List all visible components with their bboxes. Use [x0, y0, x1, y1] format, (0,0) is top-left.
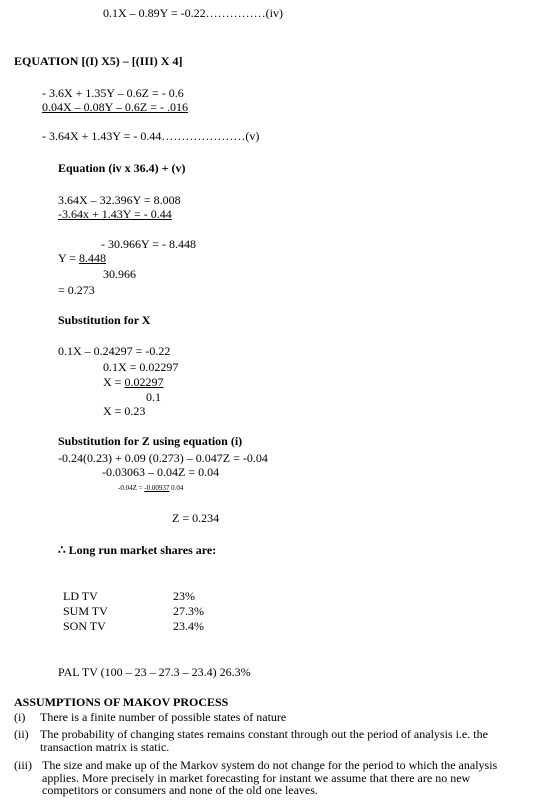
assumption-text: The probability of changing states remains constant through out the period of analysis i.e. the transaction matrix is static.: [40, 727, 488, 754]
equation-v: - 3.64X + 1.43Y = - 0.44…………………(v): [42, 129, 260, 143]
equation-line: -3.64x + 1.43Y = - 0.44: [58, 207, 172, 221]
subheading-substitution-x: Substitution for X: [58, 313, 151, 327]
subheading-market-shares: ∴ Long run market shares are:: [58, 543, 217, 557]
share-value: 23%: [173, 589, 195, 603]
assumption-number: (ii): [14, 727, 29, 741]
small-numerator: -0.00937: [144, 484, 170, 492]
result-z: Z = 0.234: [172, 511, 220, 525]
subheading-substitution-z: Substitution for Z using equation (i): [58, 434, 243, 448]
assumption-number: (iii): [14, 758, 32, 772]
equation-line: -0.03063 – 0.04Z = 0.04: [102, 465, 220, 479]
share-name: LD TV: [63, 589, 98, 603]
fraction-prefix: X =: [103, 375, 125, 389]
share-value: 27.3%: [173, 604, 204, 618]
assumption-text: There is a finite number of possible states of nature: [40, 710, 287, 724]
equation-line: 0.1X = 0.02297: [103, 360, 179, 374]
small-suffix: 0.04: [169, 484, 184, 492]
share-name: SON TV: [63, 619, 106, 633]
fraction-denominator: 30.966: [103, 267, 136, 281]
fraction-numerator: 0.02297: [124, 375, 164, 389]
equation-iv: 0.1X – 0.89Y = -0.22……………(iv): [103, 6, 283, 20]
share-value: 23.4%: [173, 619, 204, 633]
fraction-line: [103, 375, 163, 389]
subheading-equation-combine: Equation (iv x 36.4) + (v): [58, 161, 186, 175]
equation-line: 3.64X – 32.396Y = 8.008: [58, 193, 181, 207]
share-name: SUM TV: [63, 604, 108, 618]
fraction-numerator: 8.448: [79, 251, 106, 265]
equation-line: - 30.966Y = - 8.448: [101, 237, 196, 251]
assumption-text: The size and make up of the Markov system do not change for the period to which the analysis applies. More precisely in market forecasting for instant we assume that there are no new competitors or consumers and none of the old one leaves.: [42, 758, 498, 797]
equation-line: 0.1X – 0.24297 = -0.22: [58, 344, 171, 358]
equation-line: - 3.6X + 1.35Y – 0.6Z = - 0.6: [42, 86, 184, 100]
fraction-prefix: Y =: [58, 251, 79, 265]
fraction-line: [58, 251, 106, 265]
assumption-number: (i): [14, 710, 26, 724]
assumptions-title: ASSUMPTIONS OF MAKOV PROCESS: [14, 695, 229, 709]
equation-line: 0.04X – 0.08Y – 0.6Z = - .016: [42, 100, 188, 114]
fraction-denominator: 0.1: [146, 390, 161, 404]
small-equation-line: [118, 484, 183, 493]
small-prefix: -0.04Z =: [118, 484, 145, 492]
pal-tv-share: PAL TV (100 – 23 – 27.3 – 23.4) 26.3%: [58, 665, 251, 679]
result-x: X = 0.23: [103, 404, 146, 418]
section-heading-equation: EQUATION [(I) X5) – [(III) X 4]: [14, 54, 183, 68]
equation-line: -0.24(0.23) + 0.09 (0.273) – 0.047Z = -0.04: [58, 451, 268, 465]
result-y: = 0.273: [58, 283, 95, 297]
